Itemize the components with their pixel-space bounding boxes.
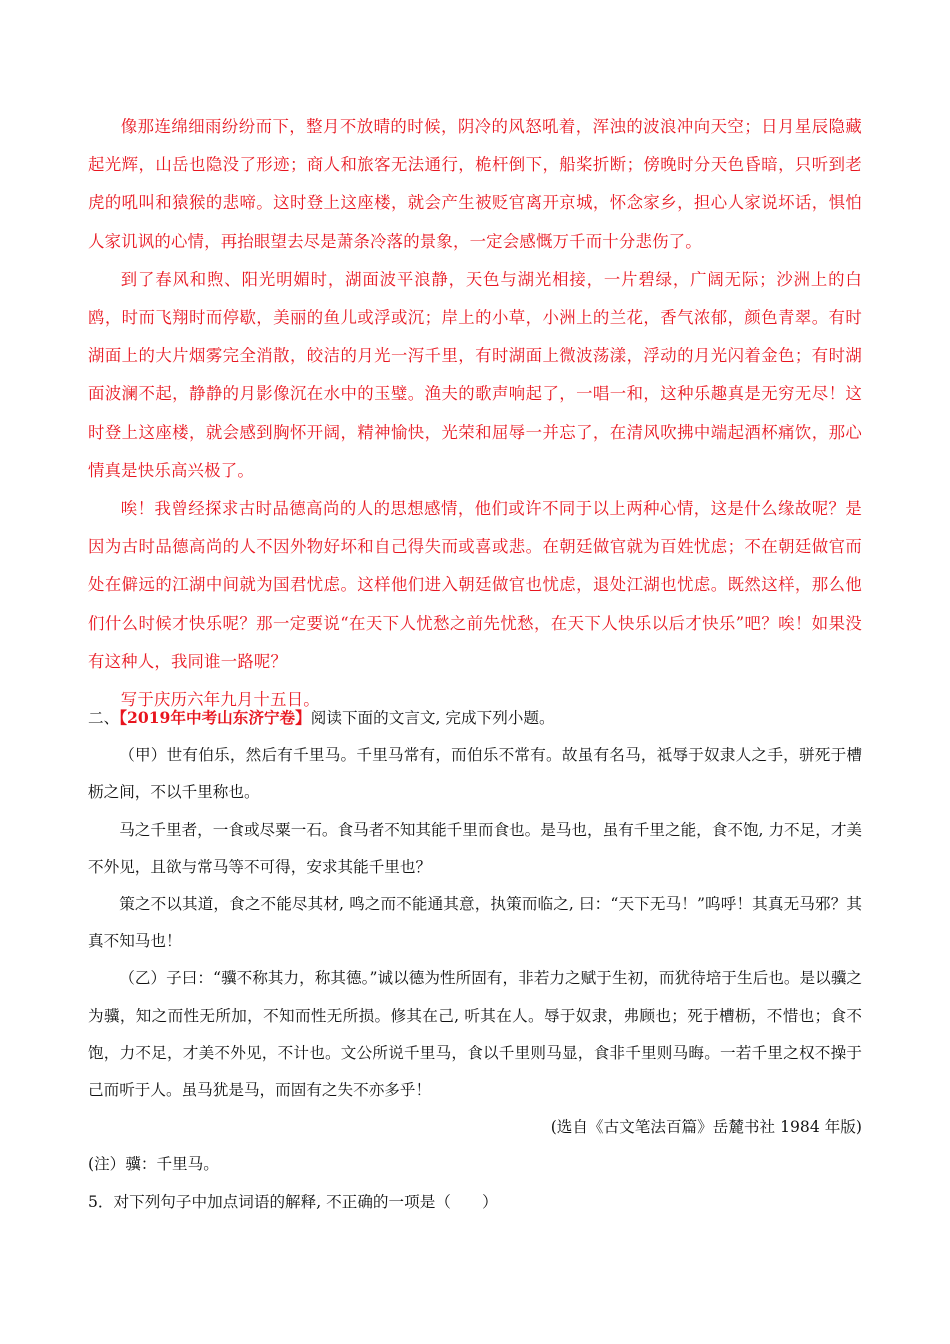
annotation-note: (注）骥：千里马。 (88, 1155, 219, 1174)
text-jia-paragraph-2: 马之千里者，一食或尽粟一石。食马者不知其能千里而食也。是马也，虽有千里之能，食不饱, 力不足，才美不外见，且欲与常马等不可得，安求其能千里也？ (88, 820, 863, 876)
section-two-heading (88, 699, 862, 737)
question-5: 5．对下列句子中加点词语的解释, 不正确的一项是（ ） (88, 1192, 498, 1211)
translation-paragraph-3: 唉！我曾经探求古时品德高尚的人的思想感情，他们或许不同于以上两种心情，这是什么缘故呢？是因为古时品德高尚的人不因外物好坏和自己得失而或喜或悲。在朝廷做官就为百姓忧虑；不在朝廷做官而处在僻远的江湖中间就为国君忧虑。这样他们进入朝廷做官也忧虑，退处江湖也忧虑。既然这样，那么他们什么时候才快乐呢？那一定要说“在天下人忧愁之前先忧愁，在天下人快乐以后才快乐”吧？唉！如果没有这种人，我同谁一路呢？ (88, 499, 862, 671)
section-two (88, 699, 862, 1221)
section-instruction: 阅读下面的文言文, 完成下列小题。 (310, 709, 555, 727)
text-yi-paragraph: （乙）子曰：“骥不称其力，称其德。”诚以德为性所固有，非若力之赋于生初，而犹待培于生后也。是以骥之为骥，知之而性无所加，不知而性无所损。修其在己, 听其在人。辱于奴隶，弗顾也；死于槽枥，不惜也；食不饱，力不足，才美不外见，不计也。文公所说千里马，食以千里则马显，食非千里则马晦。一若千里之权不操于己而听于人。虽马犹是马，而固有之失不亦多乎！ (88, 969, 862, 1100)
translation-paragraph-2: 到了春风和煦、阳光明媚时，湖面波平浪静，天色与湖光相接，一片碧绿，广阔无际；沙洲上的白鸥，时而飞翔时而停歇，美丽的鱼儿或浮或沉；岸上的小草，小洲上的兰花，香气浓郁，颜色青翠。有时湖面上的大片烟雾完全消散，皎洁的月光一泻千里，有时湖面上微波荡漾，浮动的月光闪着金色；有时湖面波澜不起，静静的月影像沉在水中的玉璧。渔夫的歌声响起了，一唱一和，这种乐趣真是无穷无尽！这时登上这座楼，就会感到胸怀开阔，精神愉快，光荣和屈辱一并忘了，在清风吹拂中端起酒杯痛饮，那心情真是快乐高兴极了。 (88, 269, 862, 480)
translation-block (88, 108, 862, 719)
translation-paragraph-1: 像那连绵细雨纷纷而下，整月不放晴的时候，阴冷的风怒吼着，浑浊的波浪冲向天空；日月星辰隐藏起光辉，山岳也隐没了形迹；商人和旅客无法通行，桅杆倒下，船桨折断；傍晚时分天色昏暗，只听到老虎的吼叫和猿猴的悲啼。这时登上这座楼，就会产生被贬官离开京城，怀念家乡，担心人家说坏话，惧怕人家讥讽的心情，再抬眼望去尽是萧条冷落的景象，一定会感慨万千而十分悲伤了。 (88, 117, 862, 251)
exam-source-tag: 【2019年中考山东济宁卷】 (119, 708, 311, 727)
text-jia-paragraph-1: （甲）世有伯乐，然后有千里马。千里马常有，而伯乐不常有。故虽有名马，祗辱于奴隶人之手，骈死于槽枥之间，不以千里称也。 (88, 746, 862, 802)
translation-date: 写于庆历六年九月十五日。 (120, 690, 320, 710)
section-number: 二、 (88, 709, 120, 727)
source-citation: (选自《古文笔法百篇》岳麓书社 1984 年版) (550, 1118, 862, 1137)
text-jia-paragraph-3: 策之不以其道，食之不能尽其材, 鸣之而不能通其意，执策而临之, 曰：“天下无马！”呜呼！其真无马邪？其真不知马也！ (88, 895, 862, 951)
